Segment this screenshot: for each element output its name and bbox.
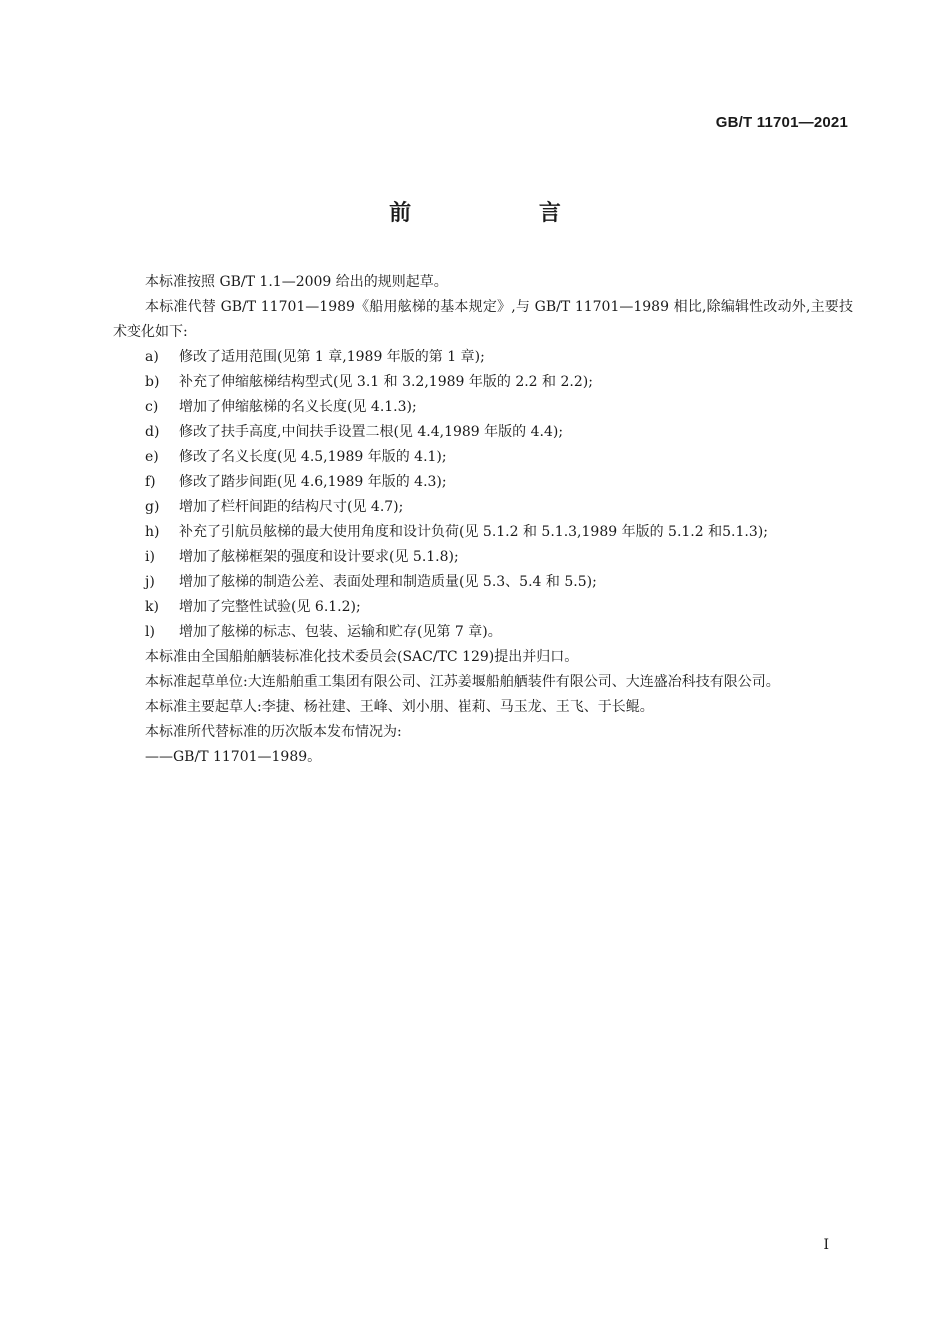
foreword-body: [113, 270, 853, 770]
list-item-text: 补充了伸缩舷梯结构型式(见 3.1 和 3.2,1989 年版的 2.2 和 2.2);: [179, 374, 593, 390]
paragraph: 本标准代替 GB/T 11701—1989《船用舷梯的基本规定》,与 GB/T 11701—1989 相比,除编辑性改动外,主要技术变化如下:: [113, 299, 853, 340]
page-number: I: [823, 1237, 829, 1253]
paragraph: 本标准由全国船舶舾装标准化技术委员会(SAC/TC 129)提出并归口。: [145, 649, 579, 665]
list-item-mark: l): [145, 624, 155, 640]
standard-code: GB/T 11701—2021: [715, 114, 848, 131]
list-item-mark: f): [145, 474, 156, 490]
list-item: [113, 545, 853, 570]
list-item: [113, 370, 853, 395]
paragraph: 本标准主要起草人:李捷、杨社建、王峰、刘小朋、崔莉、马玉龙、王飞、于长鲲。: [145, 699, 654, 715]
list-item: [113, 520, 853, 545]
list-item-text: 增加了栏杆间距的结构尺寸(见 4.7);: [179, 499, 404, 515]
list-item: [113, 420, 853, 445]
paragraph: 本标准起草单位:大连船舶重工集团有限公司、江苏姜堰船舶舾装件有限公司、大连盛冶科技有限公司。: [145, 674, 780, 690]
list-item-text: 修改了适用范围(见第 1 章,1989 年版的第 1 章);: [179, 349, 485, 365]
list-item: [113, 445, 853, 470]
list-item-text: 修改了踏步间距(见 4.6,1989 年版的 4.3);: [179, 474, 447, 490]
list-item-mark: d): [145, 424, 160, 440]
list-item-text: 增加了舷梯的制造公差、表面处理和制造质量(见 5.3、5.4 和 5.5);: [179, 574, 597, 590]
paragraph: 本标准所代替标准的历次版本发布情况为:: [145, 724, 402, 740]
list-item-mark: b): [145, 374, 160, 390]
list-item-text: 增加了完整性试验(见 6.1.2);: [179, 599, 361, 615]
list-item-mark: g): [145, 499, 160, 515]
list-item-text: 补充了引航员舷梯的最大使用角度和设计负荷(见 5.1.2 和 5.1.3,1989 年版的 5.1.2 和5.1.3);: [179, 524, 768, 540]
list-item-mark: e): [145, 449, 159, 465]
list-item-text: 增加了舷梯框架的强度和设计要求(见 5.1.8);: [179, 549, 459, 565]
list-item-text: 增加了伸缩舷梯的名义长度(见 4.1.3);: [179, 399, 417, 415]
list-item: [113, 495, 853, 520]
list-item-mark: a): [145, 349, 159, 365]
list-item: [113, 395, 853, 420]
list-item: [113, 620, 853, 645]
list-item: [113, 470, 853, 495]
list-item: [113, 595, 853, 620]
paragraph: ——GB/T 11701—1989。: [145, 749, 322, 765]
list-item-text: 增加了舷梯的标志、包装、运输和贮存(见第 7 章)。: [179, 624, 502, 640]
paragraph: 本标准按照 GB/T 1.1—2009 给出的规则起草。: [145, 274, 448, 290]
list-item-mark: k): [145, 599, 159, 615]
list-item-mark: i): [145, 549, 155, 565]
page-title: 前 言: [389, 201, 621, 226]
list-item: [113, 345, 853, 370]
list-item-text: 修改了名义长度(见 4.5,1989 年版的 4.1);: [179, 449, 447, 465]
list-item-mark: c): [145, 399, 159, 415]
list-item: [113, 570, 853, 595]
list-item-mark: j): [145, 574, 155, 590]
list-item-mark: h): [145, 524, 160, 540]
list-item-text: 修改了扶手高度,中间扶手设置二根(见 4.4,1989 年版的 4.4);: [179, 424, 564, 440]
